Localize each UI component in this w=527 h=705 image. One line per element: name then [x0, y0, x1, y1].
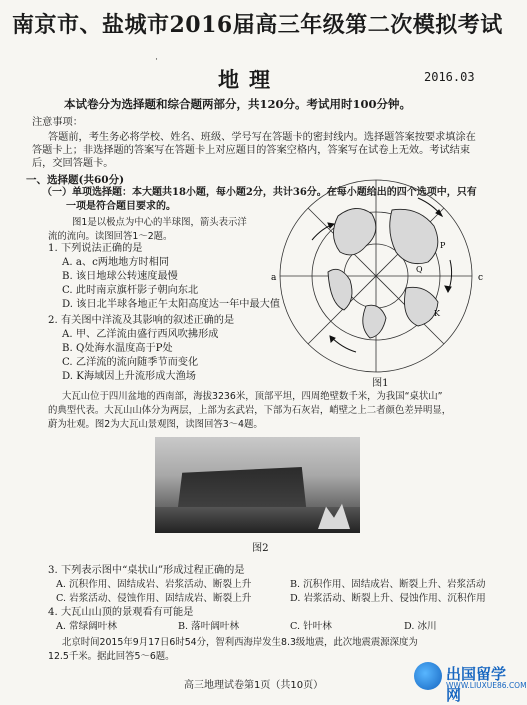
fig1-desc: 流的流向。读图回答1～2题。 — [48, 231, 173, 242]
globe-label-k: K — [434, 309, 440, 318]
passage2-line: 北京时间2015年9月17日6时54分，智利西海岸发生8.3级地震，此次地震震源深度为 — [62, 637, 418, 648]
q3-option-b: B. 沉积作用、固结成岩、断裂上升、岩浆活动 — [290, 579, 486, 590]
figure-2-photo — [155, 437, 360, 533]
q3-option-a: A. 沉积作用、固结成岩、岩浆活动、断裂上升 — [56, 579, 252, 590]
question-3: 3. 下列表示图中“桌状山”形成过程正确的是 — [48, 565, 245, 576]
part-heading: （一）单项选择题：本大题共18小题，每小题2分，共计36分。在每小题给出的四个选项中，只有 — [42, 187, 477, 198]
exam-title: 南京市、盐城市2016届高三年级第二次模拟考试 — [12, 12, 503, 38]
q2-option-c: C. 乙洋流的流向随季节而变化 — [62, 357, 199, 368]
section-heading: 一、选择题(共60分) — [26, 174, 125, 186]
question-1: 1. 下列说法正确的是 — [48, 243, 143, 254]
page-footer: 高三地理试卷第1页（共10页） — [184, 680, 324, 691]
fig1-desc: 图1是以极点为中心的半球图，箭头表示洋 — [72, 217, 247, 228]
watermark-name: 出国留学网 — [446, 665, 507, 704]
figure-1-globe — [268, 176, 490, 380]
notice-line: 答题前，考生务必将学校、姓名、班级、学号写在答题卡的密封线内。选择题答案按要求填涂在 — [48, 132, 476, 143]
q1-option-d: D. 该日北半球各地正午太阳高度达一年中最大值 — [62, 299, 281, 310]
passage2-line: 12.5千米。据此回答5～6题。 — [48, 651, 175, 662]
passage-line: 的典型代表。大瓦山山体分为两层，上部为玄武岩，下部为石灰岩，峭壁之上二者颜色差异明显， — [48, 405, 452, 416]
question-4: 4. 大瓦山山顶的景观看有可能是 — [48, 607, 194, 618]
passage-line: 大瓦山位于四川盆地的西南部，海拔3236米，顶部平坦，四周绝壁数千米，为我国“桌状山” — [62, 391, 443, 402]
mark-dot: ˙ — [154, 58, 159, 69]
q3-option-c: C. 岩浆活动、侵蚀作用、固结成岩、断裂上升 — [56, 593, 252, 604]
globe-logo-icon — [414, 662, 442, 690]
q1-option-c: C. 此时南京旗杆影子朝向东北 — [62, 285, 199, 296]
globe-label-c: c — [478, 273, 484, 283]
globe-label-q: Q — [416, 265, 423, 274]
watermark-url: WWW.LIUXUE86.COM — [446, 681, 527, 690]
q4-option-d: D. 冰川 — [404, 621, 437, 632]
q4-option-b: B. 落叶阔叶林 — [178, 621, 240, 632]
globe-label-a: a — [271, 273, 277, 283]
q2-option-b: B. Q处海水温度高于P处 — [62, 343, 173, 354]
passage-line: 蔚为壮观。图2为大瓦山景观图，读图回答3～4题。 — [48, 419, 263, 430]
q2-option-a: A. 甲、乙洋流由盛行西风吹拂形成 — [62, 329, 219, 340]
q4-option-a: A. 常绿阔叶林 — [56, 621, 117, 632]
exam-date: 2016.03 — [424, 70, 475, 84]
q4-option-c: C. 针叶林 — [290, 621, 332, 632]
q3-option-d: D. 岩浆活动、断裂上升、侵蚀作用、沉积作用 — [290, 593, 486, 604]
fig1-caption: 图1 — [372, 378, 389, 389]
question-2: 2. 有关图中洋流及其影响的叙述正确的是 — [48, 315, 235, 326]
part-heading: 一项是符合题目要求的。 — [66, 201, 176, 212]
globe-label-p: P — [440, 241, 446, 250]
notice-line: 后，交回答题卡。 — [32, 158, 114, 169]
notice-heading: 注意事项： — [32, 117, 83, 128]
subject-title: 地理 — [218, 67, 280, 92]
fig2-caption: 图2 — [252, 543, 269, 554]
notice-line: 答题卡上；非选择题的答案写在答题卡上对应题目的答案空格内，答案写在试卷上无效。考试结束 — [32, 145, 471, 156]
q1-option-a: A. a、c两地地方时相同 — [62, 257, 170, 268]
watermark-logo — [412, 660, 527, 704]
q1-option-b: B. 该日地球公转速度最慢 — [62, 271, 178, 282]
q2-option-d: D. K海域因上升流形成大渔场 — [62, 371, 196, 382]
exam-intro: 本试卷分为选择题和综合题两部分，共120分。考试用时100分钟。 — [64, 97, 412, 111]
